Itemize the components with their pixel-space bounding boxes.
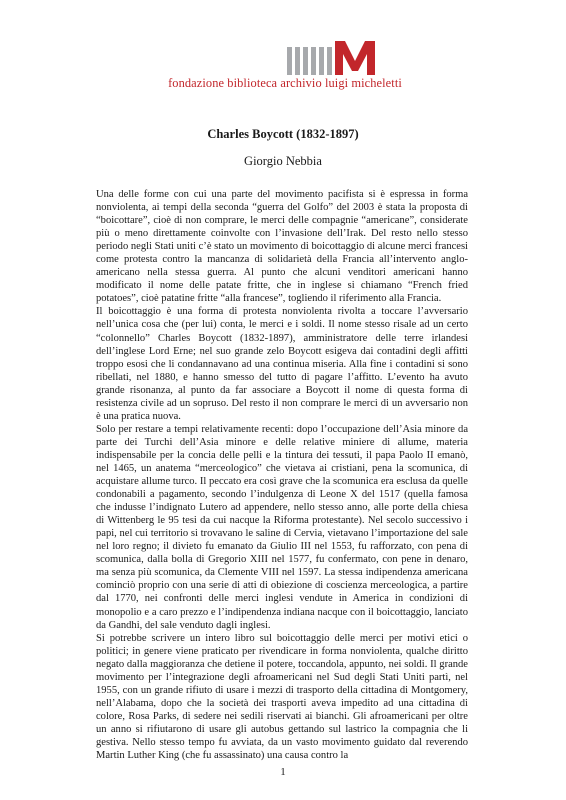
page-number: 1 (280, 766, 286, 778)
logo-stripe (311, 47, 316, 75)
document-body (96, 188, 468, 762)
logo-m-letter (335, 41, 375, 75)
foundation-logo-text: fondazione biblioteca archivio luigi micheletti (168, 76, 402, 90)
paragraph: Solo per restare a tempi relativamente recenti: dopo l’occupazione dell’Asia minore da parte dei Turchi dell’Asia minore e delle relative miniere di allume, materia indispensabile per la concia delle pelli e la tintura dei tessuti, il papa Paolo II emanò, nel 1465, un anatema “merceologico” che vietava ai cristiani, pena la scomunica, di acquistare allume turco. Il peccato era così grave che la scomunica era esclusa da quelle condonabili a pagamento, secondo l’indulgenza di Leone X del 1517 (quella famosa che indusse l’indignato Lutero ad appendere, nello stesso anno, alle porte della chiesa di Wittenberg le 95 tesi da cui nacque la Riforma protestante). Nel secolo successivo i papi, nel cui territorio si trovavano le saline di Cervia, vietavano l’importazione del sale nel loro regno; il divieto fu emanato da Giulio III nel 1553, fu rafforzato, con pena di scomunica, dalla bolla di Gregorio XIII nel 1577, fu confermato, con pene in denaro, ma senza più scomunica, da Clemente VIII nel 1597. La stessa indipendenza americana cominciò proprio con una serie di atti di obiezione di coscienza merceologica, a partire dal 1770, nei confronti delle merci inglesi vendute in America in condizioni di monopolio e a caro prezzo e l’indipendenza indiana nacque con il boicottaggio, lanciato da Gandhi, del sale venduto dagli inglesi. (96, 423, 468, 631)
logo-stripe (295, 47, 300, 75)
logo-stripe (327, 47, 332, 75)
document-author: Giorgio Nebbia (244, 154, 322, 168)
foundation-logo (287, 41, 377, 75)
logo-stripe (319, 47, 324, 75)
paragraph: Una delle forme con cui una parte del movimento pacifista si è espressa in forma nonviolenta, ai tempi della seconda “guerra del Golfo” del 2003 è stata la proposta di “boicottare”, cioè di non comprare, le merci delle compagnie “americane”, considerate più o meno direttamente coinvolte con l’invasione dell’Irak. Del resto nello stesso periodo negli Stati uniti c’è stato un movimento di boicottaggio di alcune merci francesi come protesta contro la mancanza di solidarietà della Francia all’intervento anglo-americano nella stessa guerra. Al punto che alcuni venditori americani hanno modificato il nome delle patate fritte, che in inglese si chiamano “French fried potatoes”, cioè patatine fritte “alla francese”, togliendo il riferimento alla Francia. (96, 189, 468, 305)
paragraph: Il boicottaggio è una forma di protesta nonviolenta rivolta a toccare l’avversario nell’unica cosa che (per lui) conta, le merci e i soldi. Il nome stesso risale ad un certo “colonnello” Charles Boycott (1832-1897), amministratore delle terre irlandesi dell’inglese Lord Erne; nel suo grande zelo Boycott esigeva dai contadini degli affitti troppo esosi che li condannavano ad una continua miseria. Alla fine i contadini si sono ribellati, nel 1880, e hanno smesso del tutto di pagare l’affitto. L’evento ha avuto grande risonanza, al punto da far associare a Boycott il nome di questa forma di resistenza civile ad un sopruso. Del resto il non comprare le merci di un avversario non è una pratica nuova. (96, 306, 468, 422)
document-title: Charles Boycott (1832-1897) (207, 127, 359, 141)
paragraph: Si potrebbe scrivere un intero libro sul boicottaggio delle merci per motivi etici o politici; in genere viene praticato per rivendicare in forma nonviolenta, qualche diritto negato dalla maggioranza che detiene il potere, toccandola, appunto, nei soldi. Il grande movimento per l’integrazione degli afroamericani nel Sud degli Stati Uniti partì, nel 1955, con un grande rifiuto di usare i mezzi di trasporto della cittadina di Montgomery, nell’Alabama, dopo che la società dei trasporti aveva impedito ad una cittadina di colore, Rosa Parks, di sedere nei sedili riservati ai bianchi. Gli afroamericani per oltre un anno si rifiutarono di usare gli autobus gettando sul lastrico la compagnia che li gestiva. Nello stesso tempo fu avviata, da un vasto movimento guidato dal reverendo Martin Luther King (che fu assassinato) una causa contro la (96, 632, 468, 762)
logo-stripe (287, 47, 292, 75)
logo-stripe (303, 47, 308, 75)
